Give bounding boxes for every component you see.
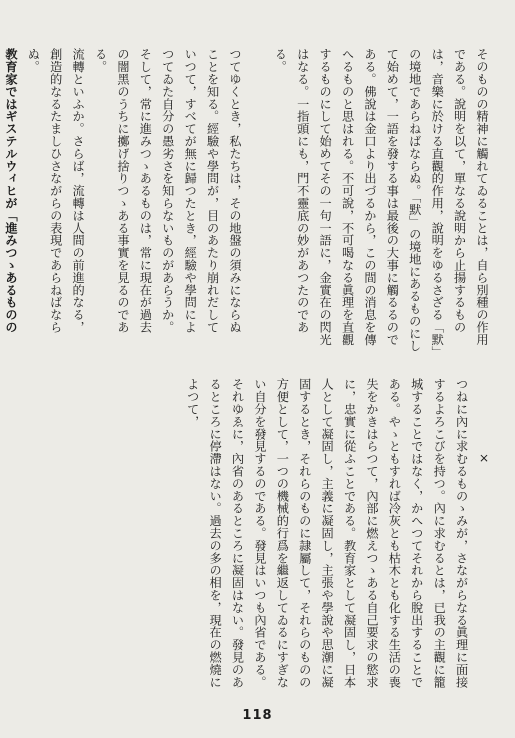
paragraph: 流轉といふか。さらば，流轉は人間の前進的なる，創造的なるたましひさながらの表現であらねばならぬ。: [26, 48, 86, 334]
paragraph: つねに內に求むるものゝみが，さながらなる眞理に面接するよろこびを持つ。內に求むるとは，已我の主觀に籠城することではなく，かへつてそれから脫出することである。やゝともすれば冷灰とも枯木とも化する生活の喪失をかきはらつて，內部に燃えつゝある自己要求の慾求に，忠實に從ふことである。教育家として凝固し，日本人として凝固し，主義に凝固し，主張や學說や思潮に凝固するとき，それらのものに隷屬して，それらのものの方便として，一つの機械的行爲を繼返してゐるにすぎない自分を發見するのである。發見はいつも內省である。それゆゑに，內省のあるところに凝固はない。發見のあるところに停滯はない。過去の多の相を，現在の燃燒によつて，: [185, 378, 469, 688]
paragraph: つてゆくとき，私たちは，その地盤の須みにならぬことを知る。經驗や學問が，目のあたり崩れだしていつて，すべてが無に歸つたとき，經驗や學問によつてゐた自分の愚劣さを知らないものがあらうか。そして，常に進みつゝあるものは，常に現在が過去の闇黑のうちに擲げ捨りつゝある事實を見るのである。: [93, 48, 242, 334]
section-separator: ×: [477, 451, 491, 466]
lower-text-block: [21, 378, 495, 696]
paragraph: 教育家ではギステルウィヒが「進みつゝあるものの: [3, 48, 18, 334]
page-number: 118: [242, 708, 273, 723]
paragraph: そのものの精神に觸れてゐることは，自ら別種の作用である。說明を以て，單なる說明から止揚するものは，音樂に於ける直觀的作用，說明をゆるさざる「默」の境地であらねばならぬ。「默」の境地にあるものにして始めて，一語を發する事は最後の大事に觸るるのである。佛說は金口より出づるから，この間の消息を傳へるものと思はれる。不可說，不可喝なる眞理を直觀するものにして始めてその一句一語に，金實在の閃光はなる。一指頭にも，門不靈底の妙があつたのである。: [273, 48, 489, 352]
upper-left-text-block: [3, 48, 246, 344]
